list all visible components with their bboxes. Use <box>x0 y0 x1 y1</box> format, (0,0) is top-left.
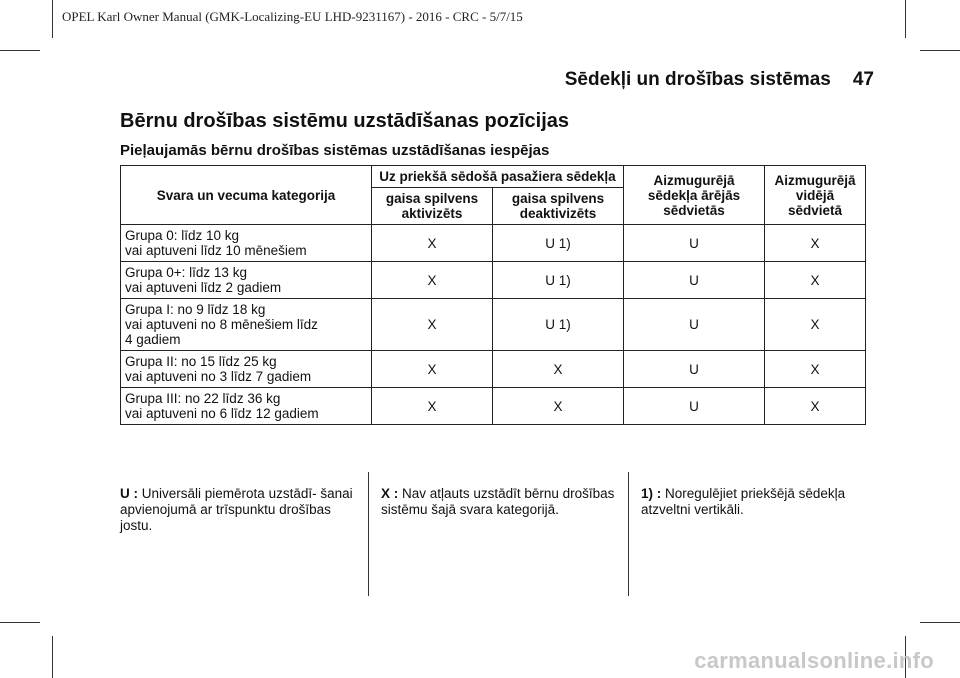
category-cell <box>121 388 372 425</box>
table-row <box>121 262 866 299</box>
legend-u-key: U : <box>120 486 138 501</box>
legend-x <box>381 486 616 518</box>
category-line: vai aptuveni līdz 10 mēnešiem <box>125 243 307 258</box>
crop-mark <box>920 50 960 51</box>
header-rear-center: Aizmugurējā vidējā sēdvietā <box>765 166 866 225</box>
airbag-off-cell: U 1) <box>493 299 624 351</box>
category-cell <box>121 262 372 299</box>
subsection-title: Pieļaujamās bērnu drošības sistēmas uzstādīšanas iespējas <box>120 142 550 159</box>
crop-mark <box>920 622 960 623</box>
airbag-on-cell: X <box>372 351 493 388</box>
airbag-off-cell: U 1) <box>493 225 624 262</box>
rear-outer-cell: U <box>624 225 765 262</box>
rear-outer-cell: U <box>624 388 765 425</box>
airbag-off-cell: U 1) <box>493 262 624 299</box>
airbag-on-cell: X <box>372 299 493 351</box>
table-row <box>121 225 866 262</box>
running-title: Sēdekļi un drošības sistēmas <box>564 69 831 90</box>
document-meta: OPEL Karl Owner Manual (GMK-Localizing-EU LHD-9231167) - 2016 - CRC - 5/7/15 <box>62 9 523 24</box>
column-divider <box>368 472 369 596</box>
rear-center-cell: X <box>765 299 866 351</box>
table-header-row <box>121 166 866 188</box>
crop-mark <box>52 0 53 38</box>
category-line: Grupa 0: līdz 10 kg <box>125 228 240 243</box>
legend-x-text: Nav atļauts uzstādīt bērnu drošības sistēmu šajā svara kategorijā. <box>381 486 615 517</box>
airbag-off-cell: X <box>493 351 624 388</box>
page-number: 47 <box>852 69 874 90</box>
airbag-off-cell: X <box>493 388 624 425</box>
crop-mark <box>0 50 40 51</box>
category-cell <box>121 299 372 351</box>
header-airbag-on: gaisa spilvens aktivizēts <box>372 188 493 225</box>
watermark: carmanualsonline.info <box>694 648 934 673</box>
rear-outer-cell: U <box>624 299 765 351</box>
rear-center-cell: X <box>765 262 866 299</box>
airbag-on-cell: X <box>372 388 493 425</box>
category-line: vai aptuveni no 3 līdz 7 gadiem <box>125 369 312 384</box>
category-line: Grupa II: no 15 līdz 25 kg <box>125 354 277 369</box>
running-head <box>565 69 874 91</box>
category-line: vai aptuveni līdz 2 gadiem <box>125 280 282 295</box>
category-line: Grupa I: no 9 līdz 18 kg <box>125 302 266 317</box>
rear-outer-cell: U <box>624 351 765 388</box>
rear-outer-cell: U <box>624 262 765 299</box>
legend-note <box>641 486 876 518</box>
header-front-seat: Uz priekšā sēdošā pasažiera sēdekļa <box>372 166 624 188</box>
category-line: Grupa 0+: līdz 13 kg <box>125 265 247 280</box>
legend-x-key: X : <box>381 486 399 501</box>
category-line: vai aptuveni no 6 līdz 12 gadiem <box>125 406 319 421</box>
legend-note-text: Noregulējiet priekšējā sēdekļa atzveltni vertikāli. <box>641 486 846 517</box>
header-airbag-off: gaisa spilvens deaktivizēts <box>493 188 624 225</box>
header-rear-outer: Aizmugurējā sēdekļa ārējās sēdvietās <box>624 166 765 225</box>
rear-center-cell: X <box>765 351 866 388</box>
crop-mark <box>905 0 906 38</box>
rear-center-cell: X <box>765 225 866 262</box>
table-row <box>121 351 866 388</box>
table-row <box>121 299 866 351</box>
category-line: vai aptuveni no 8 mēnešiem līdz <box>125 317 318 332</box>
legend-u <box>120 486 355 534</box>
crop-mark <box>52 636 53 678</box>
legend-note-key: 1) : <box>641 486 662 501</box>
crop-mark <box>0 622 40 623</box>
legend-u-text: Universāli piemērota uzstādī- šanai apvienojumā ar trīspunktu drošības jostu. <box>120 486 353 533</box>
column-divider <box>628 472 629 596</box>
category-cell <box>121 225 372 262</box>
airbag-on-cell: X <box>372 262 493 299</box>
table-row <box>121 388 866 425</box>
category-line: 4 gadiem <box>125 332 181 347</box>
category-line: Grupa III: no 22 līdz 36 kg <box>125 391 281 406</box>
airbag-on-cell: X <box>372 225 493 262</box>
category-cell <box>121 351 372 388</box>
rear-center-cell: X <box>765 388 866 425</box>
section-title: Bērnu drošības sistēmu uzstādīšanas pozīcijas <box>120 110 570 132</box>
child-seat-compatibility-table <box>120 165 866 425</box>
header-category: Svara un vecuma kategorija <box>121 166 372 225</box>
